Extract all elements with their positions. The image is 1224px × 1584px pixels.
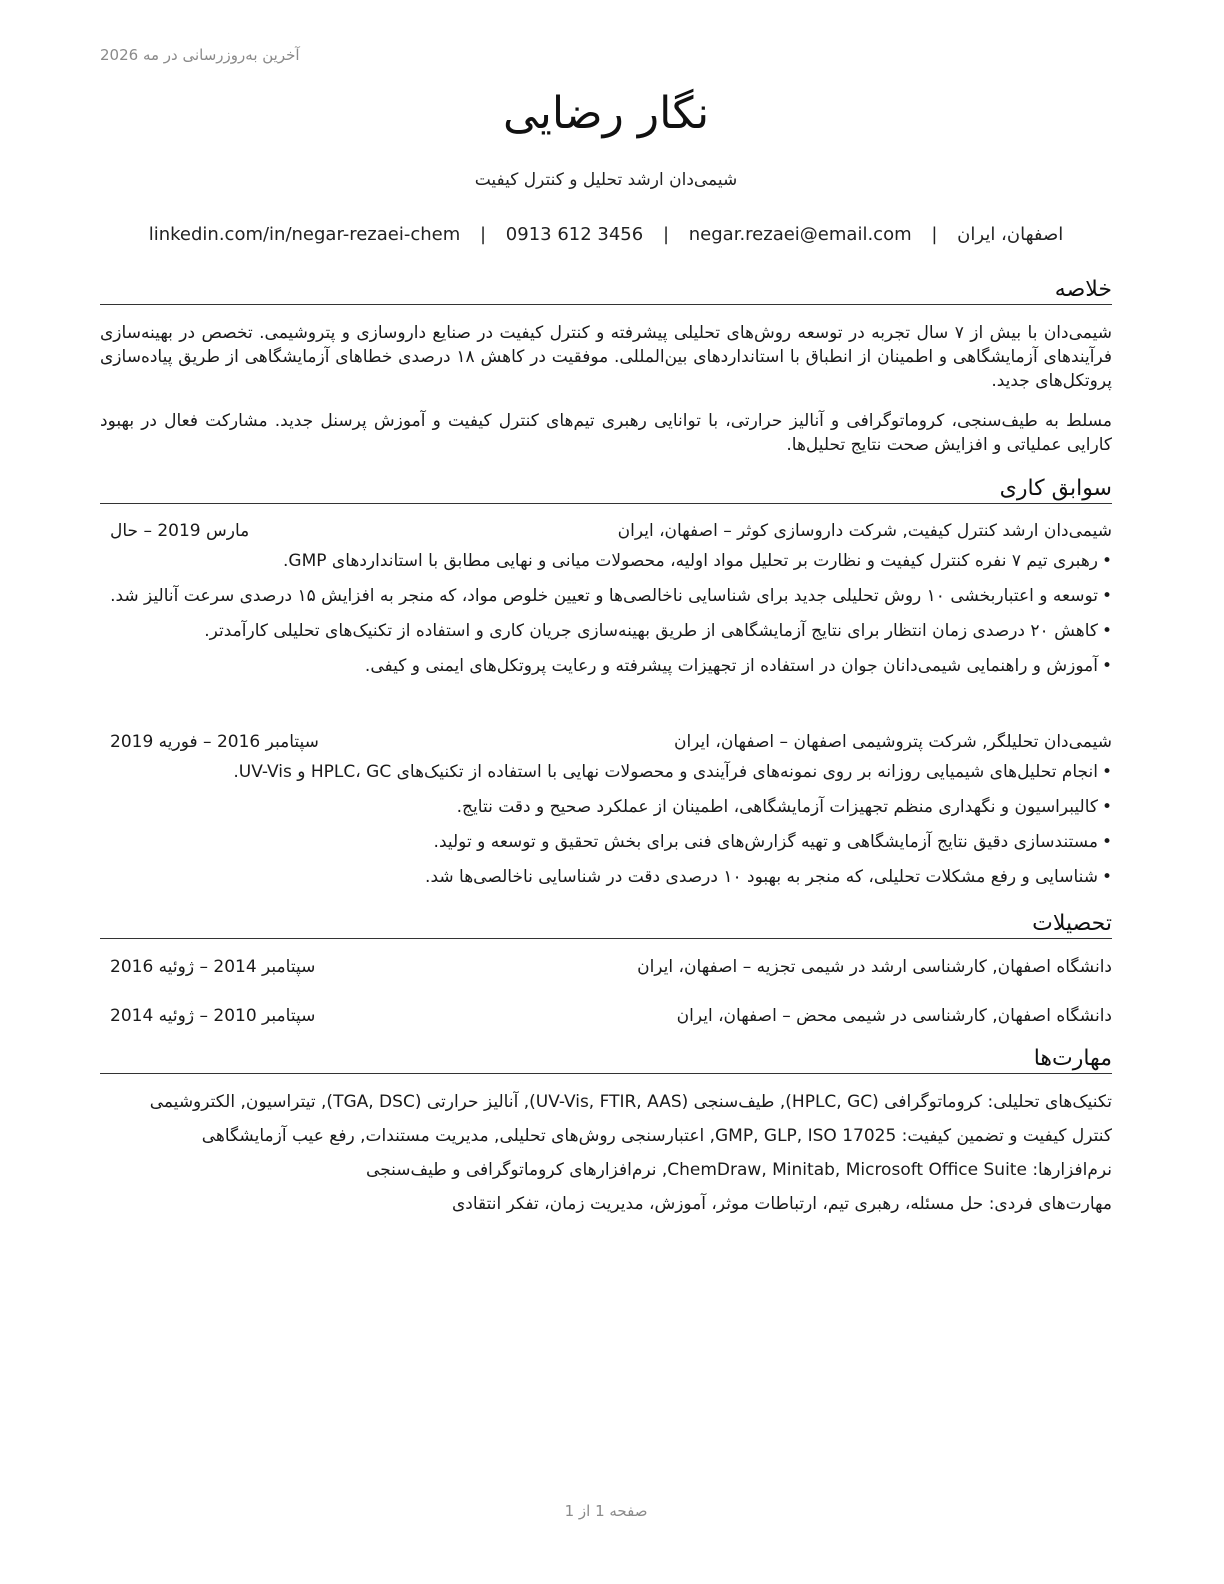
bullet-text: مستندسازی دقیق نتایج آزمایشگاهی و تهیه گزارش‌های فنی برای بخش تحقیق و توسعه و تولید.	[433, 832, 1098, 852]
job-place: – اصفهان، ایران	[617, 521, 732, 541]
education-item	[100, 955, 1112, 979]
education-degree	[637, 955, 1112, 979]
section-title-experience: سوابق کاری	[100, 475, 1112, 504]
skill-line-software: نرم‌افزارها: ChemDraw, Minitab, Microsoft Office Suite, نرم‌افزارهای کروماتوگرافی و طیف‌سنجی	[366, 1160, 1112, 1180]
candidate-name: نگار رضایی	[502, 88, 710, 139]
summary-paragraph-2: مسلط به طیف‌سنجی، کروماتوگرافی و آنالیز حرارتی، با توانایی رهبری تیم‌های کنترل کیفیت و آموزش پرسنل جدید. مشارکت فعال در بهبود کارایی عملیاتی و افزایش صحت نتایج تحلیل‌ها.	[100, 411, 1112, 455]
contact-separator: |	[662, 224, 670, 245]
education-place: – اصفهان، ایران	[637, 957, 752, 977]
bullet-text: انجام تحلیل‌های شیمیایی روزانه بر روی نمونه‌های فرآیندی و محصولات نهایی با استفاده از تکنیک‌های HPLC، GC و UV-Vis.	[233, 762, 1098, 782]
job-role-text: شیمی‌دان تحلیلگر, شرکت پتروشیمی اصفهان	[793, 732, 1112, 752]
job-header	[100, 730, 1112, 754]
bullet-icon: •	[1101, 867, 1112, 887]
bullet-icon: •	[1101, 832, 1112, 852]
bullet-text: رهبری تیم ۷ نفره کنترل کیفیت و نظارت بر تحلیل مواد اولیه، محصولات میانی و نهایی مطابق با استانداردهای GMP.	[282, 551, 1098, 571]
list-item	[100, 654, 1112, 678]
skill-line-quality: کنترل کیفیت و تضمین کیفیت: GMP, GLP, ISO 17025, اعتبارسنجی روش‌های تحلیلی, مدیریت مستندات, رفع عیب آزمایشگاهی	[201, 1126, 1112, 1146]
bullet-text: شناسایی و رفع مشکلات تحلیلی، که منجر به بهبود ۱۰ درصدی دقت در شناسایی ناخالصی‌ها شد.	[425, 867, 1098, 887]
list-item	[100, 865, 1112, 889]
job-place: – اصفهان، ایران	[673, 732, 789, 752]
contact-email[interactable]: negar.rezaei@email.com	[688, 224, 912, 245]
section-title-education: تحصیلات	[100, 910, 1112, 939]
job-title: شیمی‌دان ارشد تحلیل و کنترل کیفیت	[474, 170, 738, 190]
job-header	[100, 519, 1112, 543]
education-dates: سپتامبر 2014 – ژوئیه 2016	[110, 957, 316, 977]
list-item	[100, 830, 1112, 854]
bullet-icon: •	[1101, 551, 1112, 571]
job-dates: سپتامبر 2016 – فوریه 2019	[110, 732, 319, 752]
bullet-text: آموزش و راهنمایی شیمی‌دانان جوان در استفاده از تجهیزات پیشرفته و رعایت پروتکل‌های ایمنی و کیفی.	[364, 656, 1098, 676]
list-item	[100, 619, 1112, 643]
job-bullets	[100, 760, 1112, 900]
job-dates: مارس 2019 – حال	[110, 521, 250, 541]
contact-location: اصفهان، ایران	[957, 224, 1064, 245]
bullet-icon: •	[1101, 656, 1112, 676]
last-updated-note: آخرین به‌روزرسانی در مه 2026	[100, 46, 300, 64]
contact-phone[interactable]: 0913 612 3456	[505, 224, 644, 245]
education-item	[100, 1004, 1112, 1028]
education-place: – اصفهان، ایران	[676, 1006, 791, 1026]
education-dates: سپتامبر 2010 – ژوئیه 2014	[110, 1006, 316, 1026]
contact-linkedin[interactable]: linkedin.com/in/negar-rezaei-chem	[148, 224, 461, 245]
contact-separator: |	[931, 224, 938, 245]
job-role	[618, 519, 1112, 543]
section-title-summary: خلاصه	[100, 276, 1112, 305]
job-role-text: شیمی‌دان ارشد کنترل کیفیت, شرکت داروسازی کوثر	[737, 521, 1112, 541]
education-degree	[677, 1004, 1112, 1028]
contact-line	[100, 224, 1112, 245]
contact-separator: |	[479, 224, 487, 245]
job-bullets	[100, 549, 1112, 689]
education-degree-text: دانشگاه اصفهان, کارشناسی در شیمی محض	[796, 1006, 1112, 1026]
list-item	[100, 549, 1112, 573]
bullet-text: کالیبراسیون و نگهداری منظم تجهیزات آزمایشگاهی، اطمینان از عملکرد صحیح و دقت نتایج.	[456, 797, 1098, 817]
skill-line-soft: مهارت‌های فردی: حل مسئله، رهبری تیم، ارتباطات موثر، آموزش، مدیریت زمان، تفکر انتقادی	[451, 1194, 1112, 1214]
page-number: صفحه 1 از 1	[564, 1502, 648, 1520]
bullet-text: توسعه و اعتباربخشی ۱۰ روش تحلیلی جدید برای شناسایی ناخالصی‌ها و تعیین خلوص مواد، که منجر به افزایش ۱۵ درصدی سرعت آنالیز شد.	[110, 586, 1098, 606]
bullet-icon: •	[1101, 586, 1112, 606]
summary-paragraph-1: شیمی‌دان با بیش از ۷ سال تجربه در توسعه روش‌های تحلیلی پیشرفته و کنترل کیفیت در صنایع داروسازی و پتروشیمی. تخصص در بهینه‌سازی فرآیندهای آزمایشگاهی و اطمینان از انطباق با استانداردهای بین‌المللی. موفقیت در کاهش ۱۸ درصدی خطاهای آزمایشگاهی از طریق پیاده‌سازی پروتکل‌های جدید.	[100, 323, 1112, 391]
bullet-text: کاهش ۲۰ درصدی زمان انتظار برای نتایج آزمایشگاهی از طریق بهینه‌سازی جریان کاری و استفاده از تکنیک‌های تحلیلی کارآمدتر.	[204, 621, 1098, 641]
skill-line-analytical: تکنیک‌های تحلیلی: کروماتوگرافی (HPLC, GC), طیف‌سنجی (UV-Vis, FTIR, AAS), آنالیز حرارتی (TGA, DSC), تیتراسیون, الکتروشیمی	[149, 1092, 1112, 1112]
resume-page	[100, 0, 1112, 1584]
bullet-icon: •	[1101, 762, 1112, 782]
list-item	[100, 795, 1112, 819]
list-item	[100, 760, 1112, 784]
education-degree-text: دانشگاه اصفهان, کارشناسی ارشد در شیمی تجزیه	[756, 957, 1112, 977]
list-item	[100, 584, 1112, 608]
bullet-icon: •	[1101, 621, 1112, 641]
bullet-icon: •	[1101, 797, 1112, 817]
job-role	[674, 730, 1112, 754]
section-title-skills: مهارت‌ها	[100, 1045, 1112, 1074]
